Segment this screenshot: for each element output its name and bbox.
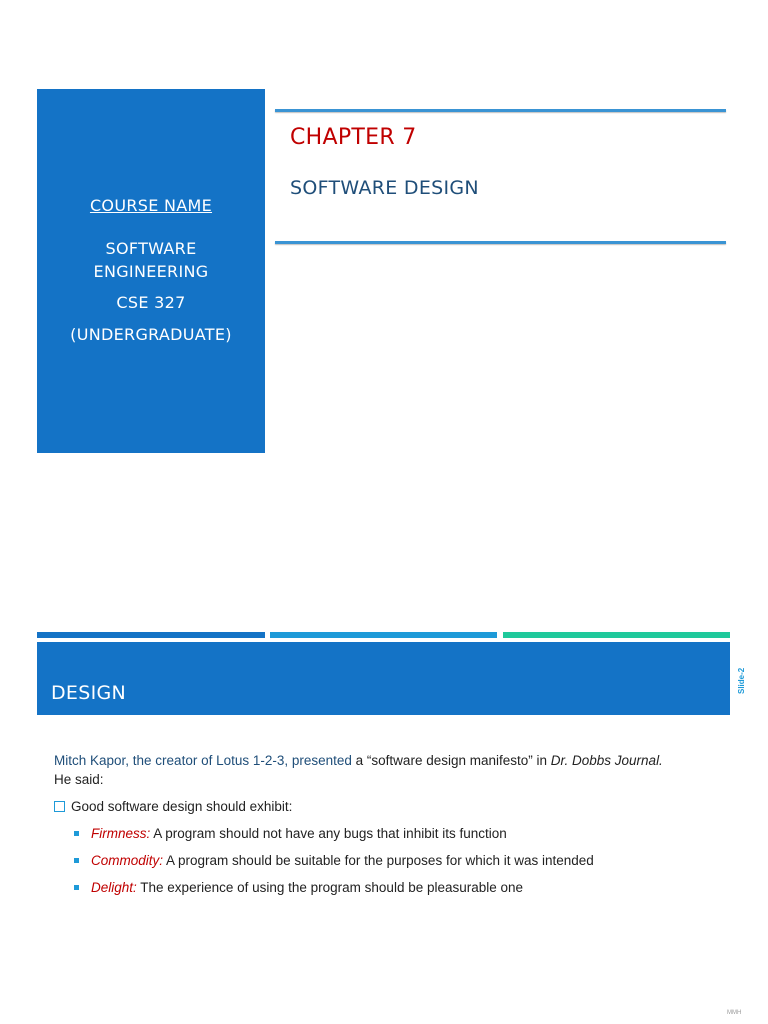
term: Delight:: [91, 880, 137, 895]
intro-paragraph: [54, 751, 744, 789]
course-line: ENGINEERING: [93, 262, 209, 281]
term-description: A program should be suitable for the purposes for which it was intended: [163, 853, 594, 868]
list-item: [74, 853, 594, 868]
term-description: A program should not have any bugs that inhibit its function: [150, 826, 507, 841]
term: Firmness:: [91, 826, 151, 841]
slide-title: DESIGN: [51, 682, 127, 704]
square-bullet-icon: [74, 831, 79, 836]
course-name-label: COURSE NAME: [89, 196, 213, 215]
slide-number: Slide-2: [737, 667, 746, 694]
checkbox-bullet-icon: [54, 801, 65, 812]
list-item: [54, 799, 292, 814]
course-line: (UNDERGRADUATE): [70, 325, 232, 344]
intro-line2: He said:: [54, 772, 104, 787]
intro-highlight: Mitch Kapor, the creator of Lotus 1-2-3, presented: [54, 753, 352, 768]
accent-bar-blue: [37, 632, 265, 638]
journal-name: Dr. Dobbs Journal.: [550, 753, 663, 768]
term: Commodity:: [91, 853, 164, 868]
course-line: CSE 327: [116, 293, 186, 312]
course-panel: [37, 89, 265, 453]
point-text: Good software design should exhibit:: [71, 799, 293, 814]
list-item: [74, 826, 507, 841]
chapter-title: CHAPTER 7: [290, 125, 417, 150]
accent-bar-green: [503, 632, 730, 638]
accent-bar-lightblue: [270, 632, 497, 638]
list-item: [74, 880, 523, 895]
bottom-rule: [275, 241, 726, 244]
chapter-subtitle: SOFTWARE DESIGN: [290, 177, 479, 199]
square-bullet-icon: [74, 885, 79, 890]
square-bullet-icon: [74, 858, 79, 863]
slide-content: [54, 751, 744, 895]
top-rule: [275, 109, 726, 112]
intro-middle: a “software design manifesto” in: [351, 753, 551, 768]
term-description: The experience of using the program should be pleasurable one: [136, 880, 524, 895]
course-line: SOFTWARE: [105, 239, 197, 258]
slide-header: [37, 642, 730, 715]
footer-text: MMH: [727, 1010, 742, 1016]
